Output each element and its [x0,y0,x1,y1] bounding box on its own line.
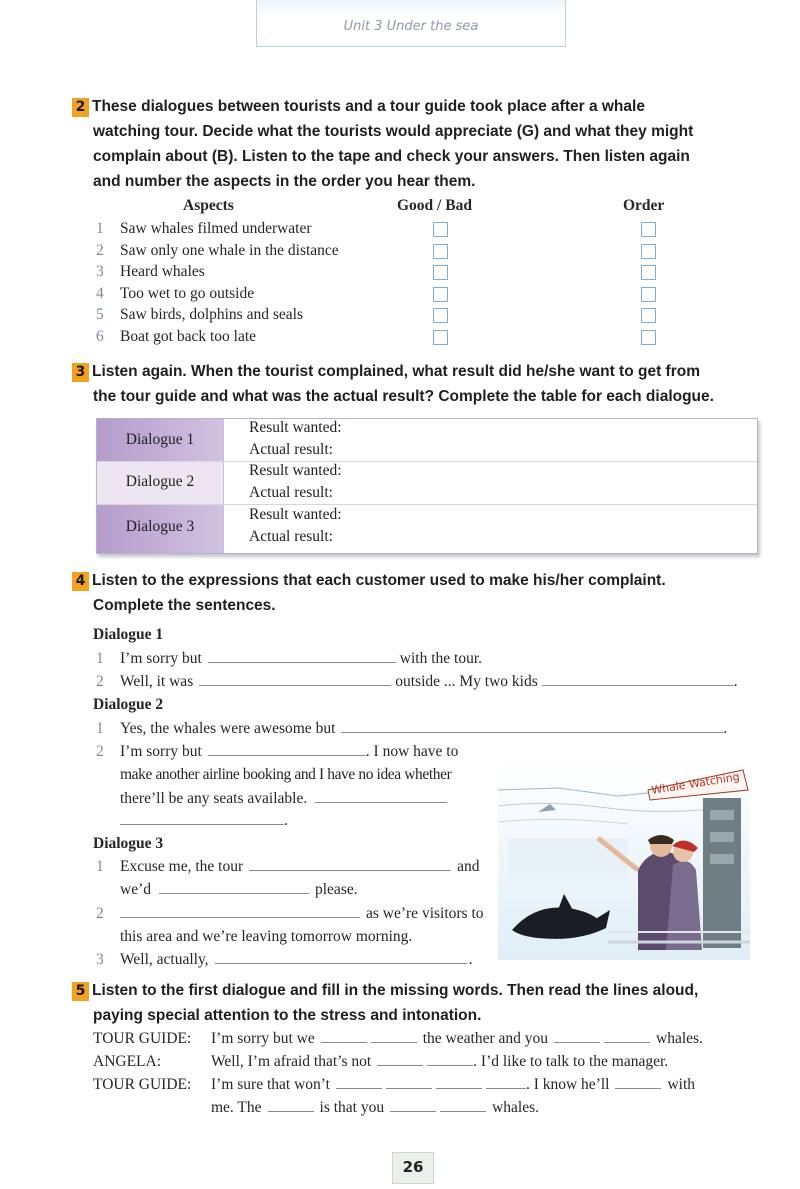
section-number: 2 [72,98,89,117]
order-header: Order [623,197,665,214]
dialogue-2-line-1: 1 Yes, the whales were awesome but . [96,720,728,737]
blank-input[interactable] [604,1030,650,1043]
list-item: 3 Heard whales [96,263,205,280]
list-item: 1 Saw whales filmed underwater [96,220,312,237]
blank-input[interactable] [159,881,309,894]
blank-input[interactable] [440,1099,486,1112]
goodbad-checkbox[interactable] [433,287,448,302]
results-table [96,418,758,554]
blank-input[interactable] [336,1076,382,1089]
actual-result-field[interactable]: Actual result: [249,484,333,501]
order-checkbox[interactable] [641,222,656,237]
goodbad-checkbox[interactable] [433,330,448,345]
dialogue-2-line-2c: there’ll be any seats available. [120,790,447,808]
section-5-instructions: 5 Listen to the first dialogue and fill in the missing words. Then read the lines aloud, paying special attention to the stress and intonation. [72,978,772,1028]
sign-text: Whale Watching [650,770,741,797]
blank-input[interactable] [371,1030,417,1043]
whale-watching-picture [498,760,750,960]
blank-input[interactable] [120,905,360,918]
order-checkbox[interactable] [641,265,656,280]
result-wanted-field[interactable]: Result wanted: [249,462,342,479]
table-row-label: Dialogue 2 [125,473,195,490]
result-wanted-field[interactable]: Result wanted: [249,506,342,523]
blank-input[interactable] [268,1099,314,1112]
blank-input[interactable] [436,1076,482,1089]
speaker-label: TOUR GUIDE: [93,1076,192,1093]
blank-input[interactable] [199,673,391,686]
blank-input[interactable] [315,790,447,803]
dialogue-3-line-2: 2 as we’re visitors to [96,905,484,922]
table-row-label: Dialogue 1 [125,431,195,448]
whale-watching-illustration [498,760,750,960]
unit-header [256,0,566,47]
blank-input[interactable] [120,812,284,825]
goodbad-checkbox[interactable] [433,265,448,280]
dialogue-line: TOUR GUIDE: I’m sure that won’t . I know he’ll with [93,1076,696,1093]
dialogue-1-line-1: 1 I’m sorry but with the tour. [96,650,483,667]
blank-input[interactable] [386,1076,432,1089]
table-row-label: Dialogue 3 [125,518,195,535]
blank-input[interactable] [215,951,467,964]
list-item: 2 Saw only one whale in the distance [96,242,339,259]
aspects-header: Aspects [183,197,234,214]
page-number: 26 [392,1152,434,1184]
blank-input[interactable] [554,1030,600,1043]
actual-result-field[interactable]: Actual result: [249,441,333,458]
blank-input[interactable] [377,1053,423,1066]
dialogue-3-line-1b: we’d please. [120,881,358,898]
section-2-instructions: 2 These dialogues between tourists and a tour guide took place after a whale watching tour. Decide what the tourists would appreciate (G) and what they might complain about (B). Listen to the tape and check your answers. Then listen again and number the aspects in the order you hear them. [72,94,772,194]
dialogue-3-title: Dialogue 3 [93,835,164,852]
dialogue-3-line-3: 3 Well, actually, . [96,951,473,968]
goodbad-checkbox[interactable] [433,222,448,237]
blank-input[interactable] [321,1030,367,1043]
blank-input[interactable] [427,1053,473,1066]
blank-input[interactable] [249,858,451,871]
dialogue-line-cont: me. The is that you whales. [211,1099,540,1116]
section-3-instructions: 3 Listen again. When the tourist complained, what result did he/she want to get from the tour guide and what was the actual result? Complete the table for each dialogue. [72,359,772,409]
dialogue-line: TOUR GUIDE: I’m sorry but we the weather and you whales. [93,1030,703,1047]
blank-input[interactable] [341,720,723,733]
list-item: 5 Saw birds, dolphins and seals [96,306,303,323]
section-4-instructions: 4 Listen to the expressions that each customer used to make his/her complaint. Complete the sentences. [72,568,772,618]
blank-input[interactable] [390,1099,436,1112]
dialogue-1-line-2: 2 Well, it was outside ... My two kids . [96,673,738,690]
dialogue-3-line-2b: this area and we’re leaving tomorrow morning. [120,928,413,945]
goodbad-checkbox[interactable] [433,308,448,323]
section-number: 5 [72,982,89,1001]
order-checkbox[interactable] [641,244,656,259]
goodbad-header: Good / Bad [397,197,472,214]
dialogue-2-line-2d: . [120,812,288,830]
order-checkbox[interactable] [641,308,656,323]
order-checkbox[interactable] [641,330,656,345]
dialogue-3-line-1: 1 Excuse me, the tour and [96,858,480,875]
dialogue-2-line-2: 2 I’m sorry but . I now have to [96,743,459,760]
dialogue-1-title: Dialogue 1 [93,626,164,643]
dialogue-2-line-2b: make another airline booking and I have no idea whether [120,766,452,783]
list-item: 6 Boat got back too late [96,328,257,345]
blank-input[interactable] [615,1076,661,1089]
result-wanted-field[interactable]: Result wanted: [249,419,342,436]
order-checkbox[interactable] [641,287,656,302]
section-number: 3 [72,363,89,382]
blank-input[interactable] [208,743,366,756]
blank-input[interactable] [486,1076,526,1089]
dialogue-line: ANGELA: Well, I’m afraid that’s not . I’d like to talk to the manager. [93,1053,669,1070]
speaker-label: TOUR GUIDE: [93,1030,192,1047]
section-number: 4 [72,572,89,591]
blank-input[interactable] [542,673,734,686]
goodbad-checkbox[interactable] [433,244,448,259]
unit-title: Unit 3 Under the sea [343,19,479,34]
dialogue-2-title: Dialogue 2 [93,696,164,713]
speaker-label: ANGELA: [93,1053,162,1070]
blank-input[interactable] [208,650,396,663]
list-item: 4 Too wet to go outside [96,285,255,302]
actual-result-field[interactable]: Actual result: [249,528,333,545]
